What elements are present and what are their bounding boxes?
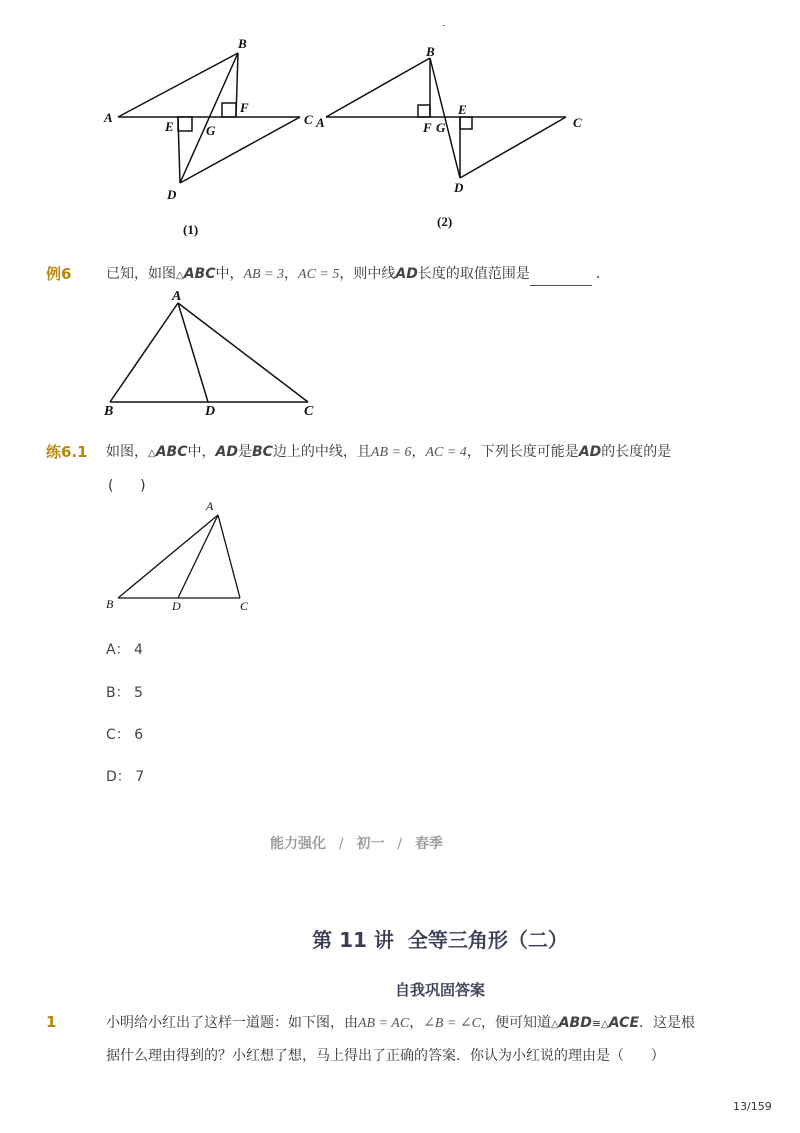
top-geometry-figures xyxy=(0,0,800,250)
question-1-number: 1 xyxy=(46,1013,57,1031)
p61-t3: 是 xyxy=(237,444,252,460)
example-6-label: 例6 xyxy=(46,265,72,283)
ex6-triangle-name: ABC xyxy=(183,266,216,282)
example-6-question xyxy=(106,264,610,286)
p61-t1: 如图， xyxy=(106,444,148,460)
practice-6-1-answer-paren: ( ) xyxy=(108,478,146,494)
ex6-end: ． xyxy=(595,266,610,282)
p61-triangle-name: ABC xyxy=(155,444,188,460)
ex6-answer-blank[interactable] xyxy=(530,271,592,286)
figure-1-labels xyxy=(103,36,313,237)
q1-congruent-symbol: ≅ xyxy=(591,1017,602,1030)
p61-t2: 中， xyxy=(187,444,216,460)
ex6-label-B: B xyxy=(104,404,114,419)
figure-2 xyxy=(326,58,566,178)
q1-tri-2: △ xyxy=(601,1019,609,1030)
ex6-text-mid2: ，则中线 xyxy=(339,266,396,282)
stray-dash: - xyxy=(442,20,446,31)
choice-c[interactable]: C： 6 xyxy=(106,727,144,743)
practice-6-1-label: 练6.1 xyxy=(46,443,88,461)
fig1-label-C: C xyxy=(304,112,313,127)
q1-triangle-ace: ACE xyxy=(608,1015,640,1031)
p61-sep: ， xyxy=(411,444,426,460)
breadcrumb-sep-2: / xyxy=(397,836,403,852)
q1-l1-b: ，便可知道 xyxy=(481,1015,551,1031)
p61-t5: ，下列长度可能是 xyxy=(466,444,579,460)
ex6-text-post: 长度的取值范围是 xyxy=(417,266,530,282)
question-1-line-1 xyxy=(106,1013,695,1035)
figure-2-labels xyxy=(315,44,582,229)
q1-triangle-abd: ABD xyxy=(558,1015,592,1031)
fig2-label-A: A xyxy=(316,115,325,130)
ex6-label-D: D xyxy=(205,404,216,419)
q1-cond-ab-ac: AB = AC xyxy=(358,1016,410,1031)
p61-label-B: B xyxy=(106,597,114,611)
breadcrumb xyxy=(270,833,443,853)
lesson-title: 第 11 讲 全等三角形（二） xyxy=(312,928,568,952)
ex6-triangle-symbol: △ xyxy=(176,270,184,281)
breadcrumb-term: 春季 xyxy=(414,836,443,852)
breadcrumb-grade: 初一 xyxy=(356,836,385,852)
fig2-label-C: C xyxy=(573,115,582,130)
fig1-label-G: G xyxy=(206,123,216,138)
q1-l1-a: 小明给小红出了这样一道题：如下图，由 xyxy=(106,1015,358,1031)
p61-t6: 的长度的是 xyxy=(601,444,672,460)
p61-seg-ad-2: AD xyxy=(578,444,602,460)
fig1-label-F: F xyxy=(240,100,249,115)
ex6-text-mid1: 中， xyxy=(215,266,244,282)
fig2-label-G: G xyxy=(436,120,446,135)
p61-seg-bc: BC xyxy=(251,444,273,460)
fig2-caption: (2) xyxy=(437,214,453,229)
fig1-label-B: B xyxy=(238,36,247,51)
page-number: 13/159 xyxy=(733,1100,772,1113)
fig1-label-D: D xyxy=(167,187,177,202)
choice-d[interactable]: D： 7 xyxy=(106,769,145,785)
ex6-cond-ab: AB = 3 xyxy=(243,267,285,282)
figure-1 xyxy=(118,53,300,183)
p61-seg-ad: AD xyxy=(215,444,238,460)
ex6-label-A: A xyxy=(172,289,182,304)
fig2-label-F: F xyxy=(423,120,432,135)
p61-label-C: C xyxy=(240,599,249,613)
p61-label-A: A xyxy=(206,499,214,513)
ex6-text-pre: 已知，如图 xyxy=(106,266,176,282)
practice-6-1-question xyxy=(106,442,671,464)
example-6-figure xyxy=(0,285,340,420)
fig2-label-B: B xyxy=(426,44,435,59)
fig2-label-E: E xyxy=(458,102,467,117)
ex6-label-C: C xyxy=(304,404,314,419)
q1-tri-1: △ xyxy=(551,1019,559,1030)
p61-label-D: D xyxy=(172,599,181,613)
fig2-label-D: D xyxy=(454,180,464,195)
choice-b[interactable]: B： 5 xyxy=(106,685,143,701)
practice-6-1-figure xyxy=(0,495,280,615)
ex6-cond-ac: AC = 5 xyxy=(298,267,340,282)
p61-t4: 边上的中线，且 xyxy=(272,444,371,460)
fig1-label-E: E xyxy=(165,119,174,134)
p61-cond-ab: AB = 6 xyxy=(370,445,412,460)
fig1-label-A: A xyxy=(104,110,113,125)
section-title: 自我巩固答案 xyxy=(394,981,485,999)
breadcrumb-course: 能力强化 xyxy=(270,836,326,852)
q1-sep: ， xyxy=(409,1015,424,1031)
p61-triangle-symbol: △ xyxy=(148,448,156,459)
p61-cond-ac: AC = 4 xyxy=(425,445,467,460)
breadcrumb-sep-1: / xyxy=(338,836,344,852)
fig1-caption: (1) xyxy=(183,222,199,237)
choice-a[interactable]: A： 4 xyxy=(106,642,143,658)
ex6-sep: ， xyxy=(284,266,299,282)
q1-l1-c: ．这是根 xyxy=(639,1015,696,1031)
q1-cond-angles: ∠B = ∠C xyxy=(423,1016,481,1031)
question-1-line-2: 据什么理由得到的？小红想了想，马上得出了正确的答案．你认为小红说的理由是（ ） xyxy=(106,1048,665,1064)
ex6-segment-ad: AD xyxy=(395,266,418,282)
